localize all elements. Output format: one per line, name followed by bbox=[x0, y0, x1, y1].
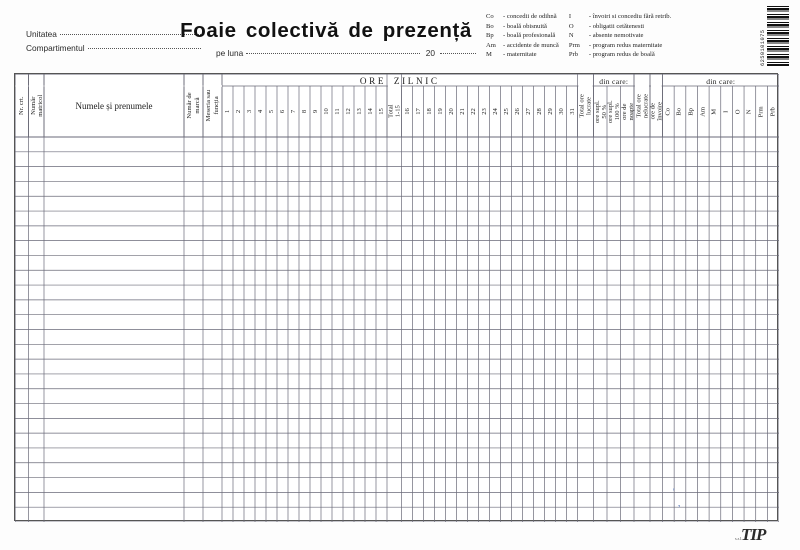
label-line: 30 bbox=[557, 108, 565, 115]
legend-row bbox=[569, 41, 671, 51]
ink-mark-2: , bbox=[678, 498, 681, 508]
legend-abbreviation: I bbox=[568, 13, 572, 20]
legend-row bbox=[486, 22, 559, 32]
label-line: 26 bbox=[513, 108, 521, 115]
legend-abbreviation: M bbox=[486, 51, 492, 59]
label-line: 23 bbox=[480, 108, 488, 115]
department-input-line[interactable] bbox=[88, 47, 201, 49]
form-header bbox=[0, 0, 800, 72]
legend-abbreviation: Co bbox=[486, 13, 494, 20]
legend-column-left bbox=[486, 12, 559, 60]
logo-subtext: s.r.l. bbox=[735, 536, 743, 541]
month-label: pe luna bbox=[216, 48, 244, 58]
legend-column-right bbox=[569, 12, 671, 60]
table-gridlines bbox=[15, 74, 779, 522]
legend-description: - accidente de muncă bbox=[503, 41, 559, 49]
legend-row bbox=[486, 41, 559, 51]
label-line: 11 bbox=[333, 108, 341, 115]
label-line: 100 % bbox=[613, 102, 621, 121]
department-field-row[interactable] bbox=[26, 42, 201, 56]
label-line: 2 bbox=[234, 109, 242, 114]
label-line: 5 bbox=[267, 109, 275, 114]
label-line: marcă bbox=[193, 97, 201, 114]
label-line: 3 bbox=[245, 109, 253, 114]
label-line: 16 bbox=[403, 108, 411, 115]
label-line: 7 bbox=[289, 109, 297, 114]
label-line: 12 bbox=[344, 108, 352, 115]
label-line: învoire bbox=[656, 102, 664, 121]
legend-description: - maternitate bbox=[503, 51, 537, 59]
legend-row bbox=[569, 12, 671, 22]
barcode bbox=[761, 6, 789, 66]
unit-fields bbox=[26, 28, 201, 55]
label-line: ore de bbox=[649, 103, 657, 120]
legend-abbreviation: Bp bbox=[486, 32, 494, 40]
legend bbox=[486, 12, 748, 60]
column-header-numele-si-prenumele: Numele și prenumele bbox=[75, 100, 153, 111]
label-line: Număr bbox=[29, 96, 37, 115]
label-line: noapte bbox=[627, 102, 635, 121]
label-line: 31 bbox=[568, 108, 576, 115]
label-line: Total ore bbox=[634, 93, 642, 118]
legend-abbreviation: N bbox=[568, 32, 574, 40]
legend-description: - boală obisnuită bbox=[503, 22, 547, 30]
label-line: 13 bbox=[355, 108, 363, 115]
ink-mark-1: ' bbox=[673, 487, 675, 497]
label-line: 4 bbox=[256, 109, 264, 114]
attendance-table[interactable] bbox=[14, 73, 778, 521]
label-line: ore de bbox=[620, 103, 628, 120]
department-label: Compartimentul bbox=[26, 42, 85, 53]
legend-row bbox=[486, 50, 559, 60]
label-line: 17 bbox=[414, 108, 422, 115]
label-line: Număr de bbox=[186, 92, 194, 119]
legend-row bbox=[569, 22, 671, 32]
logo-mark: TIP bbox=[741, 525, 766, 544]
label-line: Prm bbox=[757, 105, 765, 117]
label-line: Am bbox=[699, 106, 707, 117]
label-line: I bbox=[722, 110, 730, 113]
label-line: ore supl. bbox=[593, 100, 601, 123]
legend-abbreviation: Bo bbox=[486, 22, 494, 30]
year-prefix: 20 bbox=[425, 48, 435, 58]
label-line: 14 bbox=[366, 108, 374, 115]
unit-field-row[interactable] bbox=[26, 28, 201, 42]
label-line: M bbox=[711, 108, 719, 115]
label-line: 24 bbox=[491, 108, 499, 115]
label-line: 1-15 bbox=[394, 105, 402, 118]
legend-abbreviation: Am bbox=[486, 41, 496, 49]
legend-row bbox=[569, 31, 671, 41]
label-line: 1 bbox=[223, 109, 231, 114]
label-line: O bbox=[734, 109, 742, 114]
legend-description: - obligatii cetătenesti bbox=[588, 22, 645, 30]
barcode-number: 6250101075 bbox=[760, 29, 766, 66]
label-line: 6 bbox=[278, 109, 286, 114]
label-line: Bp bbox=[688, 107, 696, 116]
label-line: 29 bbox=[546, 108, 554, 115]
label-line: Prb bbox=[769, 106, 777, 117]
label-line: N bbox=[746, 109, 754, 114]
group-header-din-care-nelucrate: din care: bbox=[706, 76, 736, 86]
year-input-line[interactable] bbox=[440, 52, 476, 54]
legend-description: - concedii de odihnă bbox=[503, 13, 557, 20]
legend-description: - program redus de boală bbox=[588, 51, 655, 59]
legend-description: - program redus maternitate bbox=[588, 41, 663, 49]
month-input-line[interactable] bbox=[246, 52, 420, 54]
legend-abbreviation: O bbox=[568, 22, 574, 30]
label-line: 25 bbox=[502, 108, 510, 115]
barcode-bars bbox=[767, 6, 789, 66]
label-line: Co bbox=[664, 107, 672, 116]
label-line: 22 bbox=[469, 108, 477, 115]
label-line: 10 bbox=[322, 108, 330, 115]
label-line: lucrate bbox=[585, 96, 593, 115]
unit-label: Unitatea bbox=[26, 29, 57, 39]
label-line: Nr. crt. bbox=[18, 96, 26, 115]
group-header-ore-zilnic: ORE ZILNIC bbox=[359, 75, 440, 86]
label-line: 19 bbox=[436, 108, 444, 115]
label-line: 20 bbox=[447, 108, 455, 115]
label-line: funcția bbox=[212, 96, 220, 115]
month-field-row[interactable] bbox=[216, 48, 476, 58]
label-line: 8 bbox=[300, 109, 308, 114]
label-line: 18 bbox=[425, 108, 433, 115]
legend-row bbox=[569, 50, 671, 60]
label-line: Total bbox=[387, 104, 395, 119]
group-header-din-care-lucrate: din care: bbox=[599, 76, 629, 86]
label-line: 9 bbox=[311, 109, 319, 114]
label-line: Meseria sau bbox=[205, 89, 213, 122]
label-line: 15 bbox=[377, 108, 385, 115]
legend-abbreviation: Prb bbox=[568, 51, 579, 59]
legend-row bbox=[486, 31, 559, 41]
legend-row bbox=[486, 12, 559, 22]
label-line: nelucrate bbox=[642, 93, 649, 118]
legend-abbreviation: Prm bbox=[568, 41, 580, 49]
label-line: 50 % bbox=[600, 104, 608, 119]
legend-description: - învoiri si concediu fără retrib. bbox=[588, 13, 672, 20]
label-line: 27 bbox=[524, 108, 532, 115]
legend-description: - absente nemotivate bbox=[588, 32, 644, 40]
label-line: 21 bbox=[458, 108, 466, 115]
legend-description: - boală profesională bbox=[503, 32, 556, 40]
label-line: ore supl. bbox=[606, 100, 614, 123]
page-title: Foaie colectivă de prezență bbox=[180, 19, 472, 42]
label-line: Bo bbox=[676, 107, 684, 116]
label-line: Total ore bbox=[578, 93, 586, 118]
label-line: 28 bbox=[535, 108, 543, 115]
publisher-logo bbox=[735, 525, 771, 545]
label-line: matricol bbox=[36, 94, 44, 117]
